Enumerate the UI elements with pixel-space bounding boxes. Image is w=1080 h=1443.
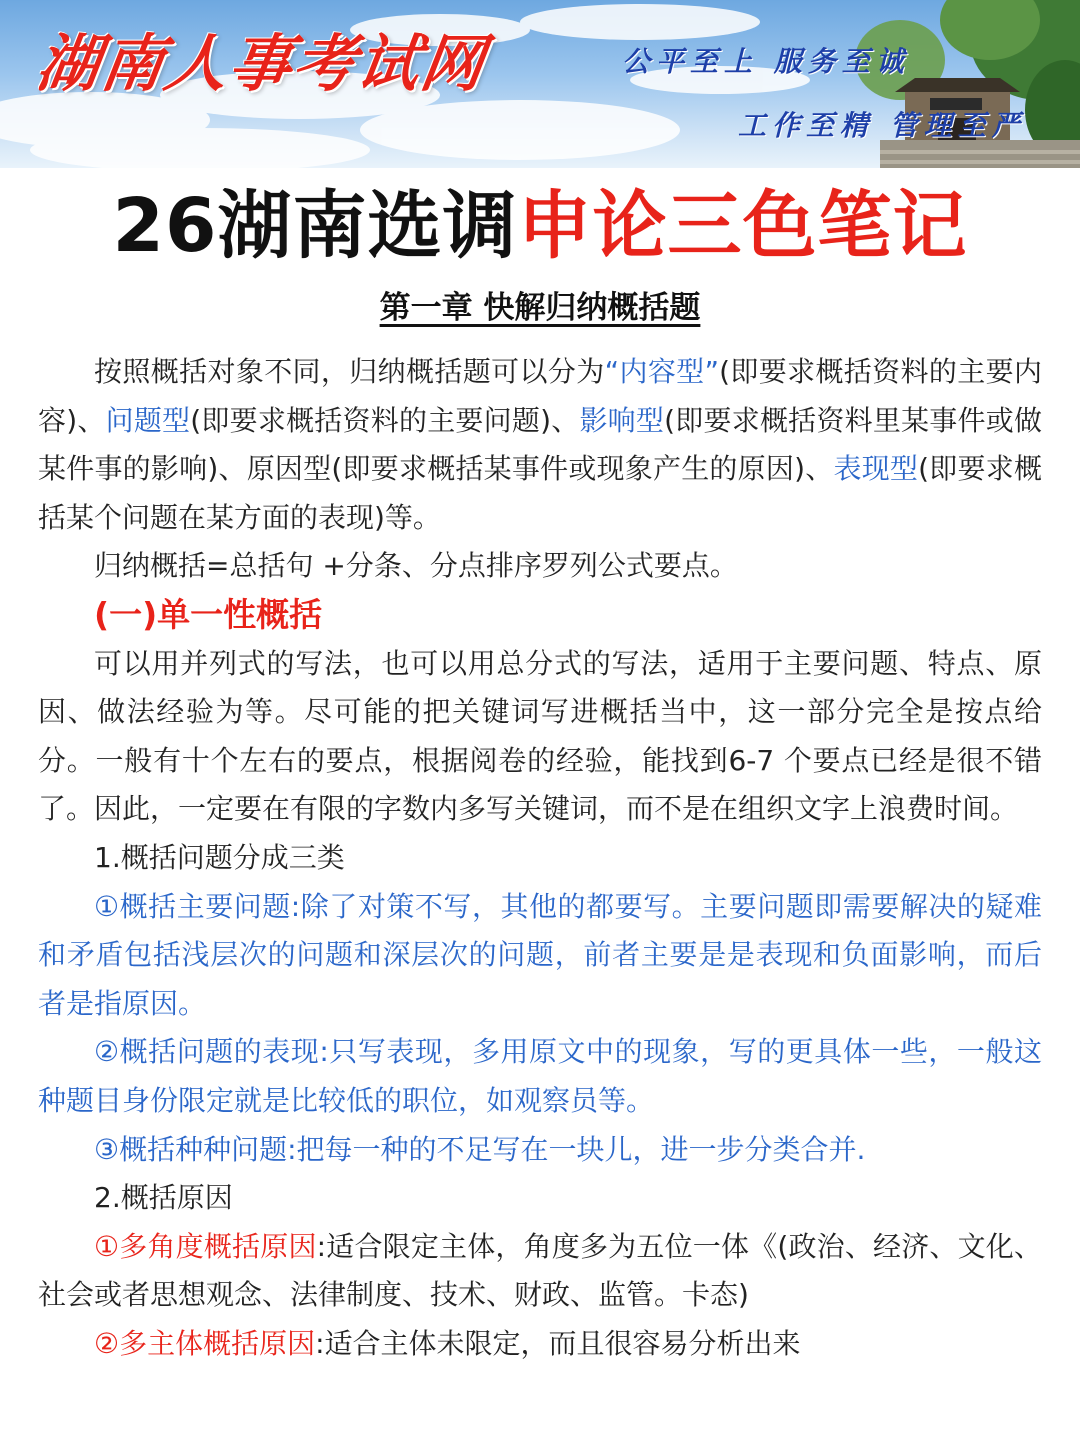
list-item-2-1-text: :适合限定主体，角度多为五位一体《(政治、经济、文化、社会或者思想观念、法律制度、技术、财政、监管。卡态) bbox=[38, 1229, 1042, 1312]
title-part-black: 26湖南选调 bbox=[112, 183, 518, 269]
section-heading-1: (一)单一性概括 bbox=[94, 594, 323, 634]
list-item-2-1 bbox=[38, 1223, 1042, 1320]
list-item-2-2-label: ②多主体概括原因 bbox=[94, 1326, 316, 1360]
formula-line: 归纳概括=总括句 +分条、分点排序罗列公式要点。 bbox=[94, 549, 738, 583]
type-manifestation: 表现型 bbox=[833, 452, 919, 486]
list-item-1-2: ②概括问题的表现:只写表现，多用原文中的现象，写的更具体一些，一般这种题目身份限定就是比较低的职位，如观察员等。 bbox=[38, 1035, 1042, 1117]
chapter-heading: 第一章 快解归纳概括题 bbox=[379, 290, 701, 326]
list-item-1-3: ③概括种种问题:把每一种的不足写在一块儿，进一步分类合并. bbox=[94, 1132, 866, 1166]
list-item-1-1: ①概括主要问题:除了对策不写，其他的都要写。主要问题即需要解决的疑难和矛盾包括浅层次的问题和深层次的问题，前者主要是是表现和负面影响，而后者是指原因。 bbox=[38, 889, 1042, 1020]
intro-text-3: (即要求概括资料的主要问题)、 bbox=[190, 403, 580, 437]
site-name-logo: 湖南人事考试网 bbox=[32, 27, 491, 100]
intro-text-1: 按照概括对象不同，归纳概括题可以分为 bbox=[94, 355, 605, 388]
list-heading-1: 1.概括问题分成三类 bbox=[94, 840, 345, 874]
intro-text-5: (即要求概括某个问题在某方面的表现)等。 bbox=[38, 452, 1042, 534]
article-body bbox=[38, 348, 1042, 1368]
list-item-2-1-label: ①多角度概括原因 bbox=[94, 1229, 317, 1263]
section-1-paragraph: 可以用并列式的写法，也可以用总分式的写法，适用于主要问题、特点、原因、做法经验为等。尽可能的把关键词写进概括当中，这一部分完全是按点给分。一般有十个左右的要点，根据阅卷的经验，能找到6-7 个要点已经是很不错了。因此，一定要在有限的字数内多写关键词，而不是在组织文字上浪费时间。 bbox=[38, 646, 1042, 826]
list-item-2-2 bbox=[38, 1320, 1042, 1369]
header-banner bbox=[0, 0, 1080, 168]
page-title bbox=[0, 178, 1080, 274]
intro-text-4: (即要求概括资料里某事件或做某件事的影响)、原因型(即要求概括某事件或现象产生的原因)、 bbox=[38, 403, 1042, 486]
type-impact: 影响型 bbox=[579, 403, 665, 437]
slogan-line-1: 公平至上 服务至诚 bbox=[622, 45, 910, 78]
intro-paragraph bbox=[38, 348, 1042, 542]
title-part-red: 申论三色笔记 bbox=[517, 183, 968, 269]
list-heading-2: 2.概括原因 bbox=[94, 1181, 233, 1215]
list-item-2-2-text: :适合主体未限定，而且很容易分析出来 bbox=[315, 1326, 801, 1360]
type-problem: 问题型 bbox=[105, 403, 191, 437]
intro-text-2: (即要求概括资料的主要内容)、 bbox=[38, 355, 1042, 437]
slogan-line-2: 工作至精 管理至严 bbox=[738, 109, 1026, 142]
type-content: “内容型” bbox=[604, 355, 720, 388]
